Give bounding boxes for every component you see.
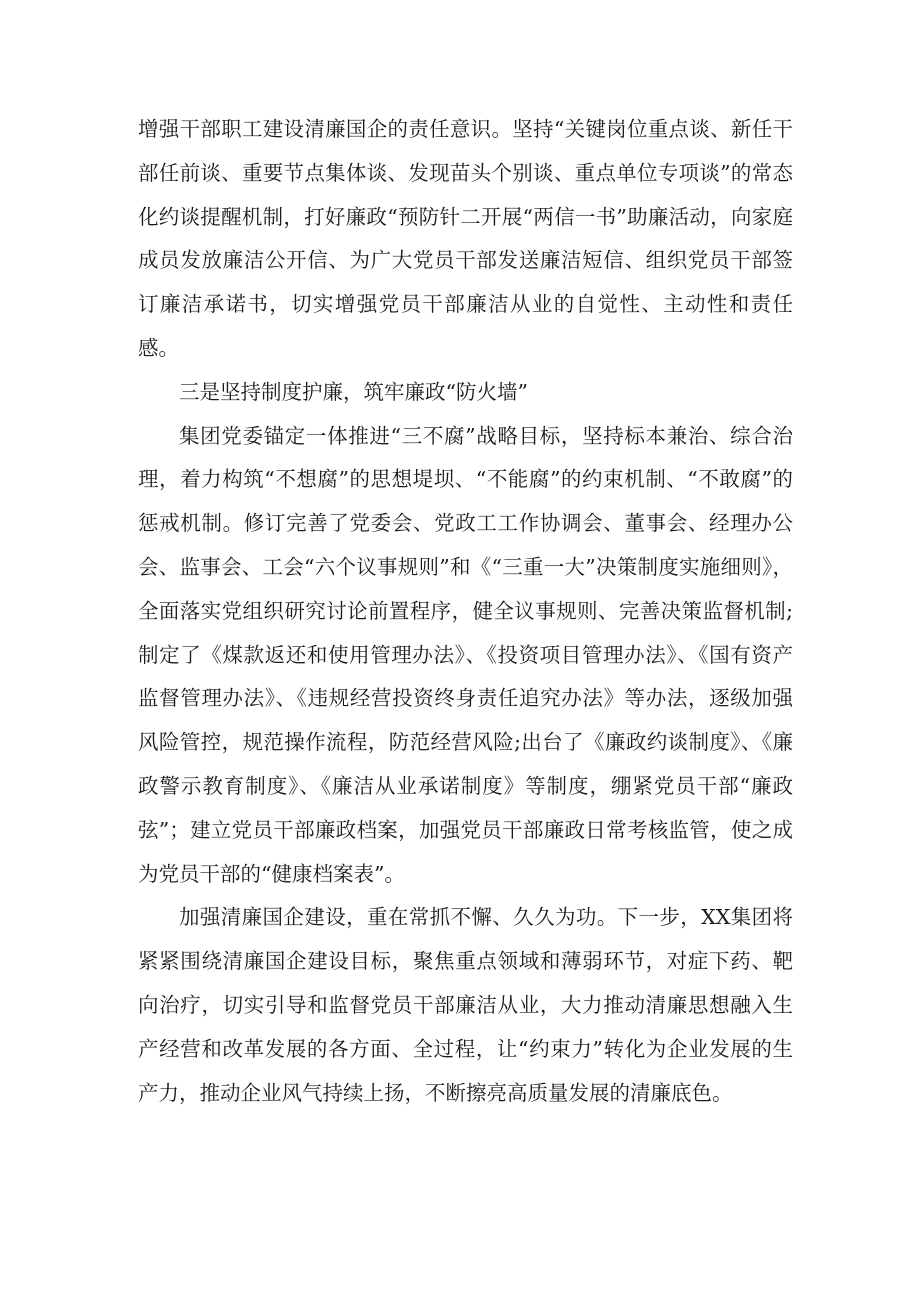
paragraph-institutional-measures: 集团党委锚定一体推进“三不腐”战略目标，坚持标本兼治、综合治理，着力构筑“不想腐”的思想堤坝、“不能腐”的约束机制、“不敢腐”的惩戒机制。修订完善了党委会、党政工工作协调会、董事会、经理办公会、监事会、工会“六个议事规则”和《“三重一大”决策制度实施细则》，全面落实党组织研究讨论前置程序，健全议事规则、完善决策监督机制;制定了《煤款返还和使用管理办法》、《投资项目管理办法》、《国有资产监督管理办法》、《违规经营投资终身责任追究办法》等办法，逐级加强风险管控，规范操作流程，防范经营风险;出台了《廉政约谈制度》、《廉政警示教育制度》、《廉洁从业承诺制度》等制度，绷紧党员干部“廉政弦”；建立党员干部廉政档案，加强党员干部廉政日常考核监管，使之成为党员干部的“健康档案表”。: [138, 423, 793, 886]
paragraph-next-steps: 加强清廉国企建设，重在常抓不懈、久久为功。下一步，XX集团将紧紧围绕清廉国企建设目标，聚焦重点领域和薄弱环节，对症下药、靶向治疗，切实引导和监督党员干部廉洁从业，大力推动清廉思想融入生产经营和改革发展的各方面、全过程，让“约束力”转化为企业发展的生产力，推动企业风气持续上扬，不断擦亮高质量发展的清廉底色。: [138, 905, 793, 1105]
section-heading-institutional-integrity: 三是坚持制度护廉，筑牢廉政“防火墙”: [179, 379, 528, 404]
document-body: [138, 108, 793, 1115]
paragraph-integrity-awareness: 增强干部职工建设清廉国企的责任意识。坚持“关键岗位重点谈、新任干部任前谈、重要节点集体谈、发现苗头个别谈、重点单位专项谈”的常态化约谈提醒机制，打好廉政“预防针二开展“两信一书”助廉活动，向家庭成员发放廉洁公开信、为广大党员干部发送廉洁短信、组织党员干部签订廉洁承诺书，切实增强党员干部廉洁从业的自觉性、主动性和责任感。: [138, 117, 793, 360]
